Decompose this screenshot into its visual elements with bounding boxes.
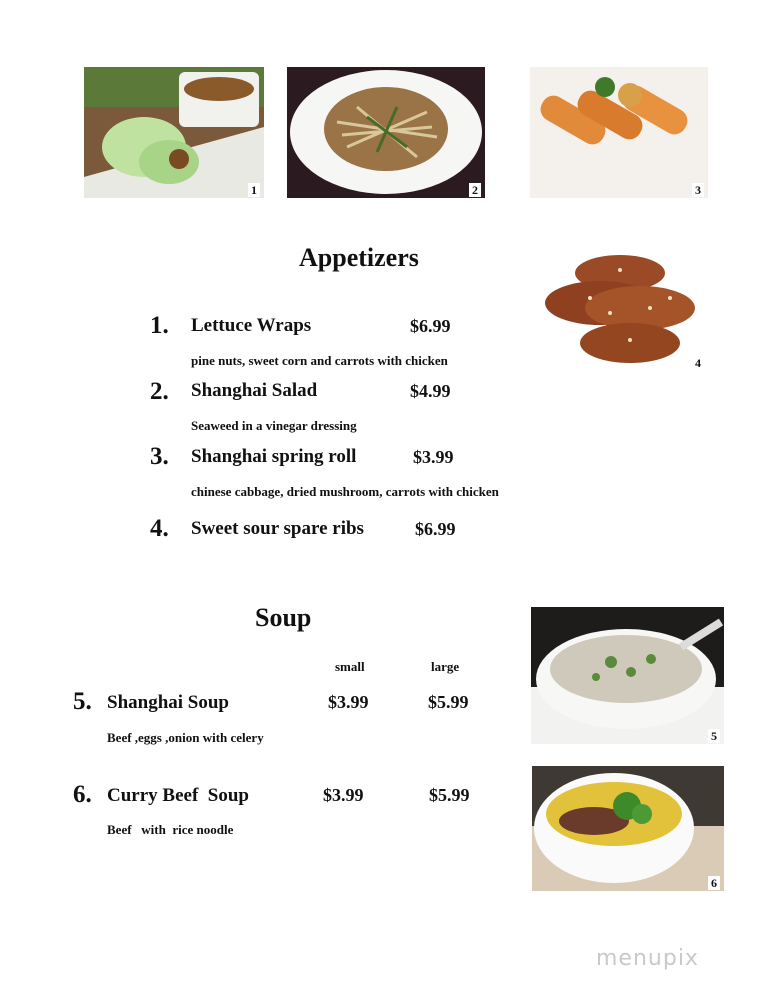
item-price: $3.99 (413, 447, 454, 467)
watermark: menupix (596, 946, 699, 971)
item-number: 6. (73, 781, 92, 808)
photo-lettuce-wraps (84, 67, 264, 198)
item-price: $6.99 (410, 316, 451, 336)
photo-spare-ribs (530, 248, 708, 371)
photo-shanghai-salad (287, 67, 485, 198)
item-name: Shanghai Salad (191, 380, 318, 401)
column-small: small (335, 659, 365, 674)
item-name: Lettuce Wraps (191, 315, 312, 336)
item-name: Shanghai spring roll (191, 446, 357, 467)
item-description: pine nuts, sweet corn and carrots with chicken (191, 353, 448, 368)
item-name: Shanghai Soup (107, 692, 229, 713)
item-number: 1. (150, 312, 169, 339)
item-price: $6.99 (415, 519, 456, 539)
item-price-small: $3.99 (328, 692, 369, 712)
item-description: Beef ,eggs ,onion with celery (107, 730, 264, 745)
photo-number: 4 (692, 356, 704, 370)
item-name: Sweet sour spare ribs (191, 518, 364, 539)
photo-number: 3 (692, 183, 704, 197)
item-price-large: $5.99 (428, 692, 469, 712)
item-name: Curry Beef Soup (107, 785, 249, 806)
appetizers-heading: Appetizers (299, 243, 419, 272)
item-number: 4. (150, 515, 169, 542)
photo-curry-beef-soup (532, 766, 724, 891)
photo-number: 6 (708, 876, 720, 890)
photo-shanghai-soup (531, 607, 724, 744)
item-number: 2. (150, 378, 169, 405)
soup-heading: Soup (255, 603, 312, 632)
photo-number: 1 (248, 183, 260, 197)
photo-spring-roll (530, 67, 708, 198)
photo-number: 5 (708, 729, 720, 743)
column-large: large (431, 659, 460, 674)
item-description: Beef with rice noodle (107, 822, 234, 837)
item-description: Seaweed in a vinegar dressing (191, 418, 357, 433)
item-number: 3. (150, 443, 169, 470)
item-price-large: $5.99 (429, 785, 470, 805)
item-description: chinese cabbage, dried mushroom, carrots with chicken (191, 484, 499, 499)
item-price-small: $3.99 (323, 785, 364, 805)
item-number: 5. (73, 688, 92, 715)
item-price: $4.99 (410, 381, 451, 401)
photo-number: 2 (469, 183, 481, 197)
